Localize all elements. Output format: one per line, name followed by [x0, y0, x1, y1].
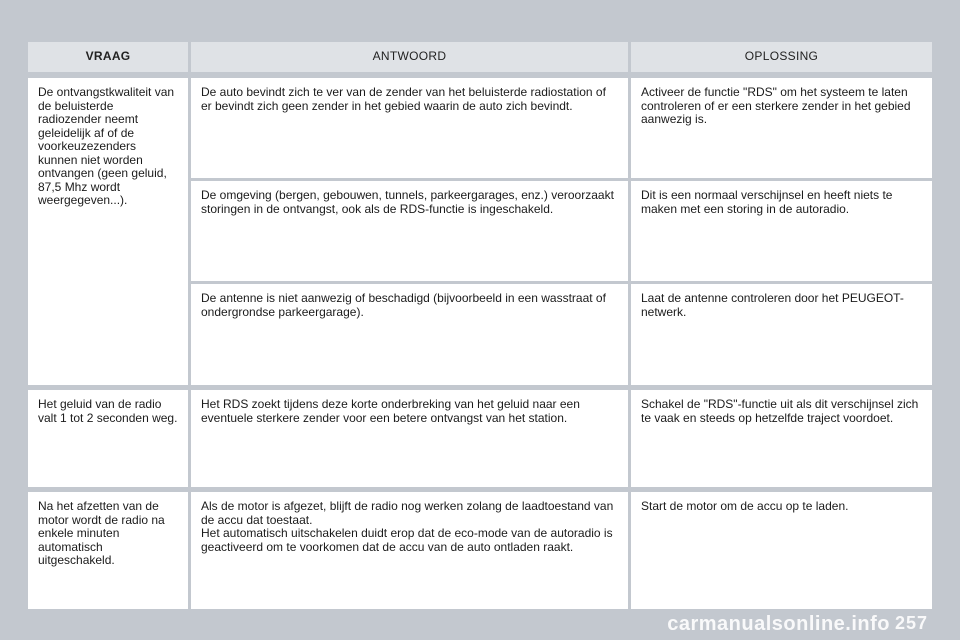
answer-cell: De omgeving (bergen, gebouwen, tunnels, parkeergarages, enz.) veroorzaakt storingen in de ontvangst, ook als de RDS-functie is ingeschakeld. [191, 181, 628, 281]
question-cell: De ontvangstkwaliteit van de beluisterde radiozender neemt geleidelijk af of de voorkeuzezenders kunnen niet worden ontvangen (geen geluid, 87,5 Mhz wordt weergegeven...). [28, 78, 188, 385]
faq-table [28, 42, 932, 614]
answer-cell: Het RDS zoekt tijdens deze korte onderbreking van het geluid naar een eventuele sterkere zender voor een betere ontvangst van het station. [191, 390, 628, 487]
solution-cell: Laat de antenne controleren door het PEUGEOT-netwerk. [631, 284, 932, 385]
page-number: 257 [894, 613, 928, 633]
table-header [28, 42, 932, 72]
solution-cell: Dit is een normaal verschijnsel en heeft niets te maken met een storing in de autoradio. [631, 181, 932, 281]
faq-group-1 [28, 78, 932, 385]
solution-cell: Activeer de functie "RDS" om het systeem te laten controleren of er een sterkere zender in het gebied aanwezig is. [631, 78, 932, 178]
header-question: VRAAG [28, 42, 188, 72]
solution-cell: Start de motor om de accu op te laden. [631, 492, 932, 609]
answer-cell: De antenne is niet aanwezig of beschadigd (bijvoorbeeld in een wasstraat of ondergrondse parkeergarage). [191, 284, 628, 385]
question-cell: Het geluid van de radio valt 1 tot 2 seconden weg. [28, 390, 188, 487]
answer-cell: Als de motor is afgezet, blijft de radio nog werken zolang de laadtoestand van de accu dat toestaat. Het automatisch uitschakelen duidt erop dat de eco-mode van de autoradio is geactiveerd om te voorkomen dat de accu van de auto ontladen raakt. [191, 492, 628, 609]
solution-cell: Schakel de "RDS"-functie uit als dit verschijnsel zich te vaak en steeds op hetzelfde traject voordoet. [631, 390, 932, 487]
header-answer: ANTWOORD [191, 42, 628, 72]
answer-cell: De auto bevindt zich te ver van de zender van het beluisterde radiostation of er bevindt zich geen zender in het gebied waarin de auto zich bevindt. [191, 78, 628, 178]
watermark: carmanualsonline.info [667, 613, 890, 635]
faq-group-2 [28, 390, 932, 487]
question-cell: Na het afzetten van de motor wordt de radio na enkele minuten automatisch uitgeschakeld. [28, 492, 188, 609]
header-solution: OPLOSSING [631, 42, 932, 72]
faq-group-3 [28, 492, 932, 609]
